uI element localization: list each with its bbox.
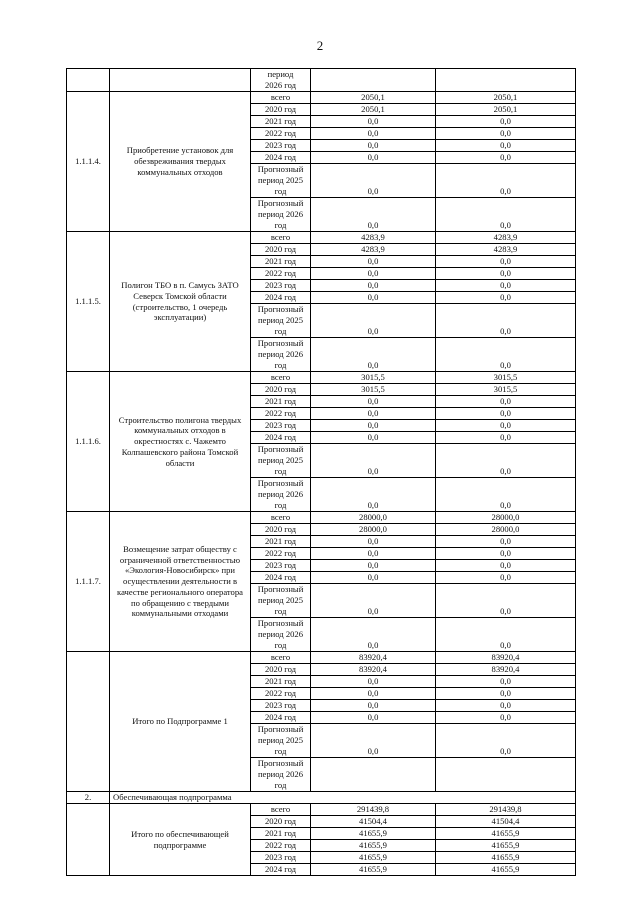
value-cell: 291439,8 (436, 804, 576, 816)
year-cell: 2024 год (251, 152, 311, 164)
year-cell: 2023 год (251, 560, 311, 572)
value-cell: 3015,5 (436, 372, 576, 384)
value-cell: 3015,5 (436, 384, 576, 396)
year-cell: 2020 год (251, 384, 311, 396)
value-cell: 291439,8 (311, 804, 436, 816)
value-cell: 28000,0 (436, 524, 576, 536)
value-cell: 0,0 (436, 724, 576, 758)
value-cell: 41655,9 (436, 852, 576, 864)
item-name: Строительство полигона твердых коммунальных отходов в окрестностях с. Чажемто Колпашевского района Томской области (110, 372, 251, 512)
number-cell (67, 69, 110, 92)
item-name: Возмещение затрат обществу с ограниченной ответственностью «Экология-Новосибирск» при осуществлении деятельности в качестве регионального оператора по обращению с твердыми коммунальными отходами (110, 512, 251, 652)
value-cell: 0,0 (436, 338, 576, 372)
year-cell: всего (251, 804, 311, 816)
year-cell: всего (251, 232, 311, 244)
value-cell: 83920,4 (436, 664, 576, 676)
year-cell: 2021 год (251, 828, 311, 840)
value-cell: 41655,9 (436, 828, 576, 840)
value-cell: 0,0 (311, 338, 436, 372)
table-row (67, 652, 576, 664)
table-row (67, 92, 576, 104)
value-cell: 28000,0 (311, 512, 436, 524)
value-cell: 0,0 (436, 432, 576, 444)
value-cell: 0,0 (311, 676, 436, 688)
value-cell: 0,0 (311, 152, 436, 164)
value-cell: 0,0 (436, 256, 576, 268)
year-cell: 2021 год (251, 116, 311, 128)
value-cell: 0,0 (311, 140, 436, 152)
year-cell: всего (251, 512, 311, 524)
year-cell: 2020 год (251, 664, 311, 676)
year-cell: всего (251, 652, 311, 664)
section-row (67, 792, 576, 804)
item-number: 1.1.1.7. (67, 512, 110, 652)
value-cell: 0,0 (311, 618, 436, 652)
value-cell: 28000,0 (436, 512, 576, 524)
value-cell: 0,0 (311, 560, 436, 572)
year-cell: всего (251, 372, 311, 384)
value-cell: 0,0 (311, 700, 436, 712)
value-cell: 3015,5 (311, 384, 436, 396)
value-cell: 83920,4 (436, 652, 576, 664)
item-name: Итого по Подпрограмме 1 (110, 652, 251, 792)
value-cell (436, 758, 576, 792)
year-cell: 2020 год (251, 244, 311, 256)
value-cell: 0,0 (436, 268, 576, 280)
value-cell: 0,0 (436, 676, 576, 688)
section-title: Обеспечивающая подпрограмма (110, 792, 576, 804)
page-number: 2 (316, 38, 324, 53)
year-cell: Прогнозный период 2026 год (251, 198, 311, 232)
value-cell: 0,0 (311, 128, 436, 140)
value-cell: 0,0 (311, 116, 436, 128)
value-cell: 0,0 (436, 304, 576, 338)
table-row (67, 232, 576, 244)
value-cell (311, 69, 436, 92)
year-cell: 2024 год (251, 712, 311, 724)
value-cell: 41655,9 (436, 840, 576, 852)
value-cell: 0,0 (436, 292, 576, 304)
value-cell: 0,0 (436, 420, 576, 432)
table-row (67, 512, 576, 524)
budget-table (66, 68, 576, 876)
year-cell: 2024 год (251, 572, 311, 584)
value-cell: 0,0 (311, 198, 436, 232)
value-cell: 0,0 (311, 536, 436, 548)
section-number: 2. (67, 792, 110, 804)
value-cell: 41504,4 (311, 816, 436, 828)
value-cell: 0,0 (436, 618, 576, 652)
year-cell: Прогнозный период 2025 год (251, 584, 311, 618)
year-cell: 2023 год (251, 852, 311, 864)
value-cell: 0,0 (311, 548, 436, 560)
value-cell: 41655,9 (311, 840, 436, 852)
value-cell: 0,0 (311, 396, 436, 408)
value-cell (436, 69, 576, 92)
year-cell: Прогнозный период 2026 год (251, 618, 311, 652)
value-cell: 0,0 (436, 688, 576, 700)
value-cell: 0,0 (311, 584, 436, 618)
value-cell: 4283,9 (311, 244, 436, 256)
value-cell: 0,0 (436, 560, 576, 572)
value-cell: 4283,9 (311, 232, 436, 244)
table-row (67, 69, 576, 92)
year-cell: 2022 год (251, 840, 311, 852)
year-cell: Прогнозный период 2026 год (251, 338, 311, 372)
value-cell: 0,0 (436, 712, 576, 724)
year-cell: Прогнозный период 2026 год (251, 478, 311, 512)
value-cell: 41655,9 (311, 828, 436, 840)
item-name: Приобретение установок для обезвреживания твердых коммунальных отходов (110, 92, 251, 232)
value-cell: 0,0 (436, 280, 576, 292)
year-cell: Прогнозный период 2025 год (251, 304, 311, 338)
value-cell: 0,0 (311, 478, 436, 512)
value-cell: 0,0 (436, 408, 576, 420)
value-cell: 0,0 (436, 478, 576, 512)
year-cell: Прогнозный период 2025 год (251, 164, 311, 198)
value-cell: 3015,5 (311, 372, 436, 384)
year-cell: Прогнозный период 2025 год (251, 724, 311, 758)
value-cell: 0,0 (436, 536, 576, 548)
value-cell: 0,0 (311, 724, 436, 758)
year-cell: 2023 год (251, 420, 311, 432)
value-cell: 0,0 (311, 304, 436, 338)
value-cell: 41655,9 (436, 864, 576, 876)
value-cell: 0,0 (436, 164, 576, 198)
value-cell: 0,0 (436, 396, 576, 408)
year-cell: 2021 год (251, 256, 311, 268)
year-cell: 2022 год (251, 408, 311, 420)
year-cell: 2020 год (251, 816, 311, 828)
value-cell: 0,0 (311, 688, 436, 700)
value-cell: 0,0 (311, 408, 436, 420)
value-cell: 41504,4 (436, 816, 576, 828)
value-cell: 2050,1 (311, 92, 436, 104)
value-cell: 0,0 (311, 712, 436, 724)
year-cell: 2022 год (251, 268, 311, 280)
value-cell: 2050,1 (311, 104, 436, 116)
value-cell: 4283,9 (436, 244, 576, 256)
value-cell: 0,0 (436, 584, 576, 618)
value-cell: 0,0 (436, 572, 576, 584)
value-cell: 0,0 (436, 700, 576, 712)
item-number: 1.1.1.4. (67, 92, 110, 232)
value-cell: 41655,9 (311, 864, 436, 876)
year-cell: Прогнозный период 2025 год (251, 444, 311, 478)
value-cell: 0,0 (311, 432, 436, 444)
value-cell: 83920,4 (311, 664, 436, 676)
year-cell: 2023 год (251, 700, 311, 712)
year-cell: 2021 год (251, 396, 311, 408)
value-cell: 0,0 (311, 572, 436, 584)
value-cell: 0,0 (311, 268, 436, 280)
value-cell: 2050,1 (436, 104, 576, 116)
item-number (67, 652, 110, 792)
year-cell: 2020 год (251, 104, 311, 116)
year-cell: 2020 год (251, 524, 311, 536)
value-cell: 83920,4 (311, 652, 436, 664)
year-cell: 2024 год (251, 432, 311, 444)
year-cell: 2021 год (251, 536, 311, 548)
item-number: 1.1.1.6. (67, 372, 110, 512)
year-cell: период 2026 год (251, 69, 311, 92)
value-cell: 4283,9 (436, 232, 576, 244)
value-cell: 2050,1 (436, 92, 576, 104)
value-cell: 0,0 (436, 140, 576, 152)
year-cell: 2023 год (251, 280, 311, 292)
table-row (67, 372, 576, 384)
number-cell (67, 804, 110, 876)
value-cell (311, 758, 436, 792)
item-name: Полигон ТБО в п. Самусь ЗАТО Северск Томской области (строительство, 1 очередь эксплуатации) (110, 232, 251, 372)
value-cell: 0,0 (311, 280, 436, 292)
year-cell: 2024 год (251, 292, 311, 304)
value-cell: 0,0 (311, 164, 436, 198)
value-cell: 28000,0 (311, 524, 436, 536)
year-cell: 2022 год (251, 128, 311, 140)
year-cell: 2023 год (251, 140, 311, 152)
value-cell: 0,0 (311, 420, 436, 432)
name-cell (110, 69, 251, 92)
value-cell: 0,0 (436, 444, 576, 478)
year-cell: 2022 год (251, 548, 311, 560)
value-cell: 41655,9 (311, 852, 436, 864)
item-number: 1.1.1.5. (67, 232, 110, 372)
year-cell: 2024 год (251, 864, 311, 876)
year-cell: всего (251, 92, 311, 104)
table-row (67, 804, 576, 816)
year-cell: 2021 год (251, 676, 311, 688)
year-cell: Прогнозный период 2026 год (251, 758, 311, 792)
item-name: Итого по обеспечивающей подпрограмме (110, 804, 251, 876)
value-cell: 0,0 (436, 548, 576, 560)
value-cell: 0,0 (311, 256, 436, 268)
value-cell: 0,0 (311, 292, 436, 304)
value-cell: 0,0 (436, 128, 576, 140)
value-cell: 0,0 (436, 152, 576, 164)
year-cell: 2022 год (251, 688, 311, 700)
value-cell: 0,0 (436, 116, 576, 128)
value-cell: 0,0 (311, 444, 436, 478)
value-cell: 0,0 (436, 198, 576, 232)
